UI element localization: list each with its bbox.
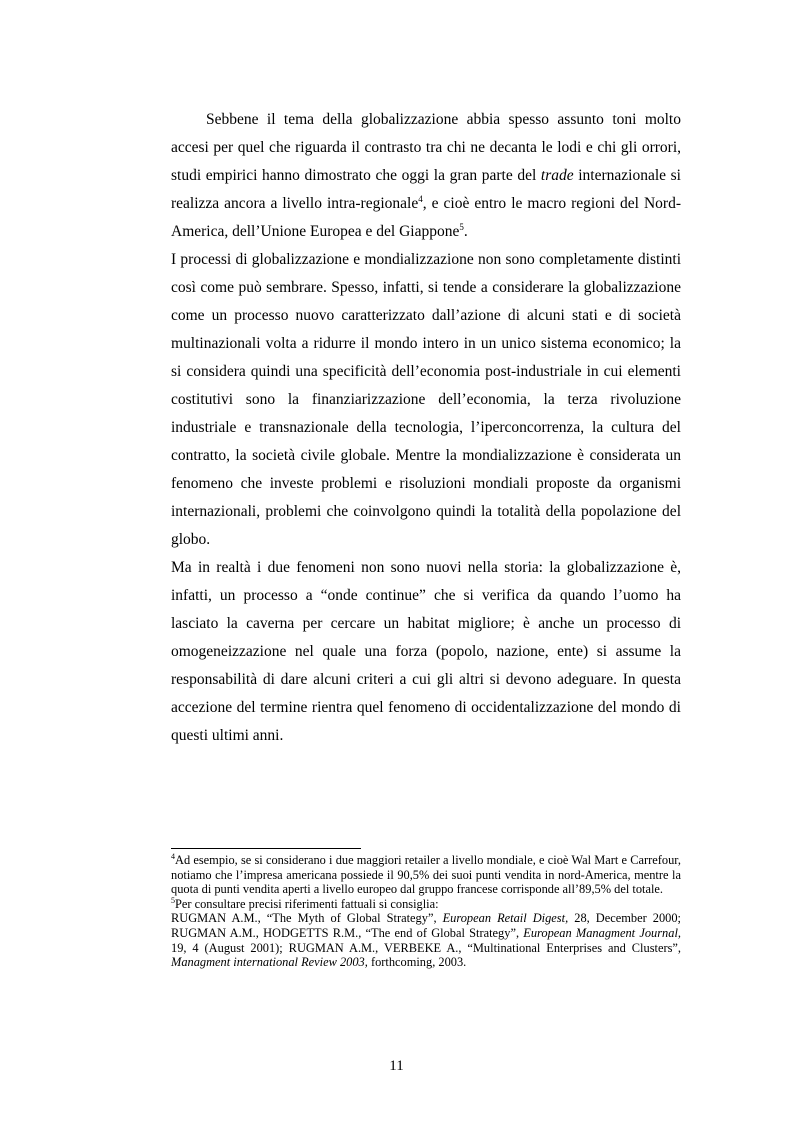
footnote-4-text: Ad esempio, se si considerano i due maggiori retailer a livello mondiale, e cioè Wal Mart e Carrefour, notiamo che l’impresa americana possiede il 90,5% dei suoi punti vendita in nord-America, mentre la quota di punti vendita aperti a livello europeo dal gruppo francese corrisponde all’89,5% del totale. bbox=[171, 853, 681, 897]
footnotes bbox=[171, 853, 681, 970]
footnote-5-references bbox=[171, 911, 681, 969]
paragraph-3: Ma in realtà i due fenomeni non sono nuovi nella storia: la globalizzazione è, infatti, un processo a “onde continue” che si verifica da quando l’uomo ha lasciato la caverna per cercare un habitat migliore; è anche un processo di omogeneizzazione nel quale una forza (popolo, nazione, ente) si assume la responsabilità di dare alcuni criteri a cui gli altri si devono adeguare. In questa accezione del termine rientra quel fenomeno di occidentalizzazione del mondo di questi ultimi anni. bbox=[171, 559, 681, 744]
paragraph-1-text-a: Sebbene il tema della globalizzazione abbia spesso assunto toni molto accesi per quel che riguarda il contrasto tra chi ne decanta le lodi e chi gli orrori, studi empirici hanno dimostrato che oggi la gran parte del bbox=[171, 111, 681, 184]
main-text bbox=[171, 106, 681, 750]
footnote-5-number: 5 bbox=[171, 895, 175, 905]
footnote-5 bbox=[171, 897, 681, 912]
footnote-4 bbox=[171, 853, 681, 897]
footnote-ref-5[interactable]: 5 bbox=[459, 221, 464, 232]
footnote-4-number: 4 bbox=[171, 851, 175, 861]
reference-3-journal: Managment international Review 2003, bbox=[171, 955, 368, 970]
reference-1-tail: 28, December 2000; RUGMAN A.M., HODGETTS R.M., “The end of Global Strategy”, bbox=[171, 911, 681, 940]
footnote-ref-4[interactable]: 4 bbox=[418, 193, 423, 204]
reference-2-tail: 19, 4 (August 2001); RUGMAN A.M., VERBEKE A., “Multinational Enterprises and Clusters”, bbox=[171, 940, 681, 955]
trade-italic: trade bbox=[540, 167, 574, 184]
paragraph-1-text-d: . bbox=[463, 223, 468, 240]
footnote-separator bbox=[171, 848, 361, 849]
reference-1-journal: European Retail Digest, bbox=[442, 911, 569, 926]
paragraph-1-text-c: , e cioè entro le macro regioni del Nord-America, dell’Unione Europea e del Giappone bbox=[171, 195, 681, 240]
reference-1: RUGMAN A.M., “The Myth of Global Strategy”, bbox=[171, 911, 443, 926]
paragraph-1-text-b: internazionale si realizza ancora a livello intra-regionale bbox=[171, 167, 681, 212]
reference-3-tail: forthcoming, 2003. bbox=[367, 955, 467, 970]
page-number: 11 bbox=[389, 1058, 404, 1074]
paragraph-2: I processi di globalizzazione e mondializzazione non sono completamente distinti così come può sembrare. Spesso, infatti, si tende a considerare la globalizzazione come un processo nuovo caratterizzato dall’azione di alcuni stati e di società multinazionali volta a ridurre il mondo intero in un unico sistema economico; la si considera quindi una specificità dell’economia post-industriale in cui elementi costitutivi sono la finanziarizzazione dell’economia, la terza rivoluzione industriale e transnazionale della tecnologia, l’iperconcorrenza, la cultura del contratto, la società civile globale. Mentre la mondializzazione è considerata un fenomeno che investe problemi e risoluzioni mondiali proposte da organismi internazionali, problemi che coinvolgono quindi la totalità della popolazione del globo. bbox=[171, 251, 681, 548]
reference-2-journal: European Managment Journal, bbox=[523, 925, 681, 940]
paragraph-1 bbox=[171, 106, 681, 246]
footnote-5-text: Per consultare precisi riferimenti fattuali si consiglia: bbox=[175, 896, 439, 911]
